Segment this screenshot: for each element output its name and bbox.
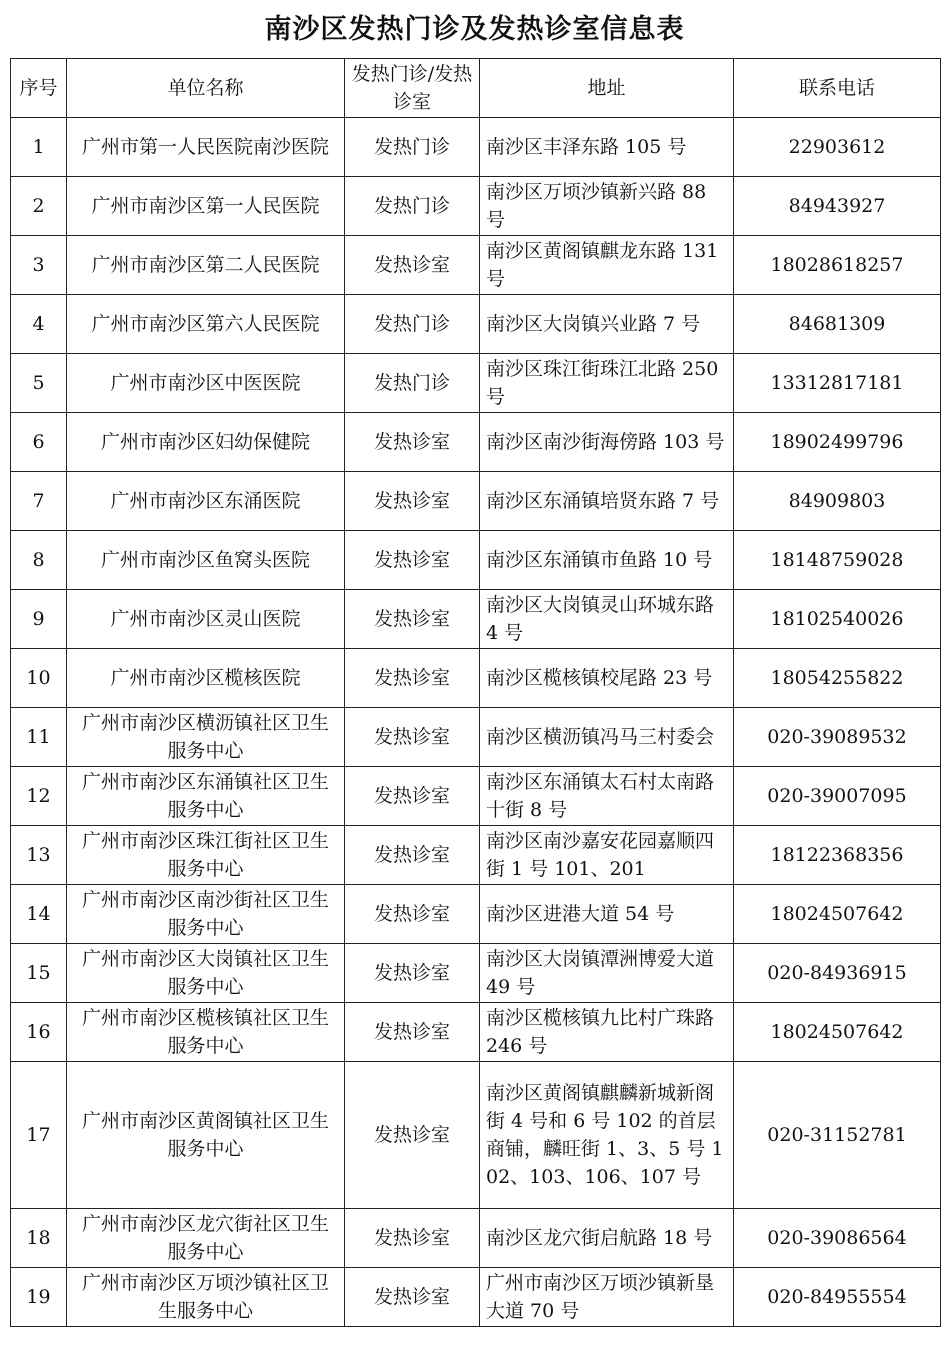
- row-type: 发热诊室: [345, 590, 480, 649]
- row-index: 5: [11, 354, 67, 413]
- row-unit: 广州市南沙区鱼窝头医院: [67, 531, 345, 590]
- header-type: 发热门诊/发热诊室: [345, 59, 480, 118]
- row-phone: 18122368356: [734, 826, 941, 885]
- table-row: [11, 177, 941, 236]
- row-unit: 广州市南沙区黄阁镇社区卫生服务中心: [67, 1062, 345, 1209]
- row-type: 发热门诊: [345, 354, 480, 413]
- row-index: 8: [11, 531, 67, 590]
- row-address: 南沙区东涌镇培贤东路 7 号: [480, 472, 734, 531]
- row-unit: 广州市南沙区万顷沙镇社区卫生服务中心: [67, 1268, 345, 1327]
- row-phone: 020-84936915: [734, 944, 941, 1003]
- table-row: [11, 1003, 941, 1062]
- row-address: 南沙区万顷沙镇新兴路 88 号: [480, 177, 734, 236]
- row-type: 发热诊室: [345, 885, 480, 944]
- row-unit: 广州市第一人民医院南沙医院: [67, 118, 345, 177]
- header-address: 地址: [480, 59, 734, 118]
- row-phone: 18902499796: [734, 413, 941, 472]
- row-type: 发热诊室: [345, 1268, 480, 1327]
- row-address: 南沙区榄核镇校尾路 23 号: [480, 649, 734, 708]
- row-address: 南沙区黄阁镇麒麟新城新阁街 4 号和 6 号 102 的首层商铺，麟旺街 1、3、5 号 102、103、106、107 号: [480, 1062, 734, 1209]
- table-row: [11, 531, 941, 590]
- row-address: 南沙区大岗镇潭洲博爱大道 49 号: [480, 944, 734, 1003]
- row-unit: 广州市南沙区南沙街社区卫生服务中心: [67, 885, 345, 944]
- row-address: 南沙区榄核镇九比村广珠路 246 号: [480, 1003, 734, 1062]
- row-type: 发热诊室: [345, 531, 480, 590]
- row-index: 15: [11, 944, 67, 1003]
- row-unit: 广州市南沙区东涌镇社区卫生服务中心: [67, 767, 345, 826]
- table-row: [11, 885, 941, 944]
- row-index: 4: [11, 295, 67, 354]
- row-address: 广州市南沙区万顷沙镇新垦大道 70 号: [480, 1268, 734, 1327]
- row-address: 南沙区黄阁镇麒龙东路 131 号: [480, 236, 734, 295]
- row-type: 发热诊室: [345, 767, 480, 826]
- row-unit: 广州市南沙区大岗镇社区卫生服务中心: [67, 944, 345, 1003]
- row-index: 9: [11, 590, 67, 649]
- row-type: 发热门诊: [345, 177, 480, 236]
- table-row: [11, 649, 941, 708]
- row-unit: 广州市南沙区中医医院: [67, 354, 345, 413]
- table-row: [11, 826, 941, 885]
- table-row: [11, 708, 941, 767]
- row-address: 南沙区东涌镇太石村太南路十街 8 号: [480, 767, 734, 826]
- row-unit: 广州市南沙区灵山医院: [67, 590, 345, 649]
- table-row: [11, 295, 941, 354]
- table-row: [11, 767, 941, 826]
- fever-clinic-table: [10, 58, 941, 1327]
- row-index: 17: [11, 1062, 67, 1209]
- row-unit: 广州市南沙区妇幼保健院: [67, 413, 345, 472]
- row-address: 南沙区大岗镇灵山环城东路 4 号: [480, 590, 734, 649]
- row-type: 发热诊室: [345, 1062, 480, 1209]
- row-index: 18: [11, 1209, 67, 1268]
- table-row: [11, 354, 941, 413]
- row-type: 发热诊室: [345, 649, 480, 708]
- row-phone: 020-39086564: [734, 1209, 941, 1268]
- row-unit: 广州市南沙区珠江街社区卫生服务中心: [67, 826, 345, 885]
- row-phone: 84909803: [734, 472, 941, 531]
- table-header-row: [11, 59, 941, 118]
- row-index: 16: [11, 1003, 67, 1062]
- table-row: [11, 236, 941, 295]
- row-index: 3: [11, 236, 67, 295]
- row-index: 10: [11, 649, 67, 708]
- row-unit: 广州市南沙区横沥镇社区卫生服务中心: [67, 708, 345, 767]
- row-index: 14: [11, 885, 67, 944]
- row-phone: 18024507642: [734, 885, 941, 944]
- row-phone: 020-84955554: [734, 1268, 941, 1327]
- row-phone: 84943927: [734, 177, 941, 236]
- table-row: [11, 472, 941, 531]
- row-address: 南沙区南沙街海傍路 103 号: [480, 413, 734, 472]
- row-index: 7: [11, 472, 67, 531]
- row-index: 19: [11, 1268, 67, 1327]
- row-index: 2: [11, 177, 67, 236]
- table-row: [11, 413, 941, 472]
- row-address: 南沙区丰泽东路 105 号: [480, 118, 734, 177]
- row-phone: 84681309: [734, 295, 941, 354]
- row-index: 6: [11, 413, 67, 472]
- row-index: 1: [11, 118, 67, 177]
- row-type: 发热诊室: [345, 1209, 480, 1268]
- row-address: 南沙区南沙嘉安花园嘉顺四街 1 号 101、201: [480, 826, 734, 885]
- row-phone: 18028618257: [734, 236, 941, 295]
- row-index: 12: [11, 767, 67, 826]
- row-phone: 020-31152781: [734, 1062, 941, 1209]
- row-address: 南沙区大岗镇兴业路 7 号: [480, 295, 734, 354]
- table-row: [11, 944, 941, 1003]
- row-phone: 020-39089532: [734, 708, 941, 767]
- row-address: 南沙区珠江街珠江北路 250 号: [480, 354, 734, 413]
- row-index: 11: [11, 708, 67, 767]
- row-unit: 广州市南沙区龙穴街社区卫生服务中心: [67, 1209, 345, 1268]
- row-phone: 13312817181: [734, 354, 941, 413]
- row-phone: 18024507642: [734, 1003, 941, 1062]
- row-address: 南沙区进港大道 54 号: [480, 885, 734, 944]
- row-type: 发热诊室: [345, 944, 480, 1003]
- table-row: [11, 1209, 941, 1268]
- row-type: 发热诊室: [345, 236, 480, 295]
- row-type: 发热诊室: [345, 413, 480, 472]
- row-unit: 广州市南沙区东涌医院: [67, 472, 345, 531]
- row-phone: 020-39007095: [734, 767, 941, 826]
- row-unit: 广州市南沙区榄核镇社区卫生服务中心: [67, 1003, 345, 1062]
- header-phone: 联系电话: [734, 59, 941, 118]
- row-phone: 18148759028: [734, 531, 941, 590]
- row-type: 发热诊室: [345, 708, 480, 767]
- row-unit: 广州市南沙区第一人民医院: [67, 177, 345, 236]
- row-type: 发热门诊: [345, 295, 480, 354]
- page-title: 南沙区发热门诊及发热诊室信息表: [264, 14, 685, 45]
- row-type: 发热门诊: [345, 118, 480, 177]
- row-unit: 广州市南沙区第二人民医院: [67, 236, 345, 295]
- table-row: [11, 1268, 941, 1327]
- table-row: [11, 118, 941, 177]
- table-row: [11, 1062, 941, 1209]
- row-phone: 18102540026: [734, 590, 941, 649]
- row-index: 13: [11, 826, 67, 885]
- header-unit: 单位名称: [67, 59, 345, 118]
- row-address: 南沙区横沥镇冯马三村委会: [480, 708, 734, 767]
- header-index: 序号: [11, 59, 67, 118]
- row-unit: 广州市南沙区第六人民医院: [67, 295, 345, 354]
- row-address: 南沙区东涌镇市鱼路 10 号: [480, 531, 734, 590]
- row-address: 南沙区龙穴街启航路 18 号: [480, 1209, 734, 1268]
- table-row: [11, 590, 941, 649]
- row-phone: 22903612: [734, 118, 941, 177]
- row-type: 发热诊室: [345, 826, 480, 885]
- row-unit: 广州市南沙区榄核医院: [67, 649, 345, 708]
- row-phone: 18054255822: [734, 649, 941, 708]
- row-type: 发热诊室: [345, 1003, 480, 1062]
- row-type: 发热诊室: [345, 472, 480, 531]
